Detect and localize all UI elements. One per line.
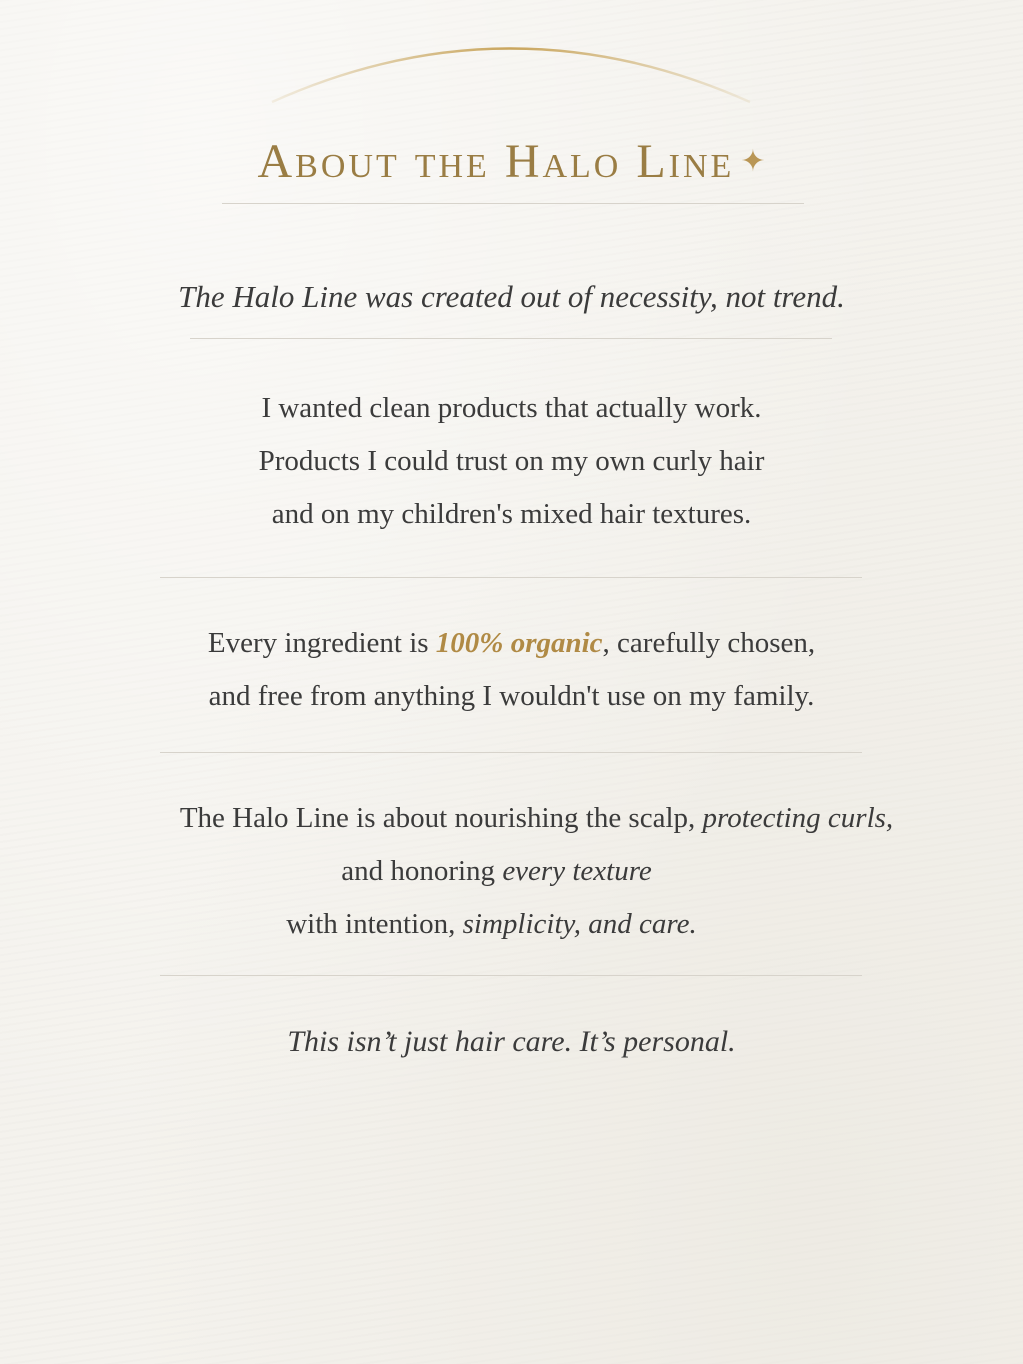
paragraph-line: Products I could trust on my own curly hair bbox=[258, 445, 765, 477]
section-mission bbox=[0, 792, 1023, 951]
intro-statement: The Halo Line was created out of necessity, not trend. bbox=[178, 279, 845, 314]
paragraph-line: and honoring every texture bbox=[341, 855, 652, 887]
section-divider bbox=[160, 577, 862, 578]
section-clean-products bbox=[0, 382, 1023, 541]
paragraph-line: and free from anything I wouldn't use on my family. bbox=[208, 680, 815, 712]
organic-highlight: 100% organic bbox=[435, 627, 603, 659]
title-divider bbox=[222, 203, 804, 204]
page-title bbox=[0, 132, 1023, 192]
section-divider bbox=[160, 752, 862, 753]
paragraph-line: The Halo Line is about nourishing the scalp, protecting curls, bbox=[179, 802, 894, 834]
paragraph-line: with intention, simplicity, and care. bbox=[286, 908, 697, 940]
closing-statement: This isn’t just hair care. It’s personal. bbox=[287, 1025, 736, 1058]
paragraph-line: Every ingredient is 100% organic, carefully chosen, bbox=[207, 627, 816, 659]
section-ingredients bbox=[0, 617, 1023, 723]
paragraph-line: I wanted clean products that actually work. bbox=[261, 392, 762, 424]
page-title-text: About the Halo Line bbox=[257, 135, 735, 188]
intro-divider bbox=[190, 338, 832, 339]
section-divider bbox=[160, 975, 862, 976]
paragraph-line: and on my children's mixed hair textures. bbox=[271, 498, 752, 530]
sparkle-icon: ✦ bbox=[740, 145, 766, 178]
gold-arc-ornament bbox=[0, 0, 1023, 110]
